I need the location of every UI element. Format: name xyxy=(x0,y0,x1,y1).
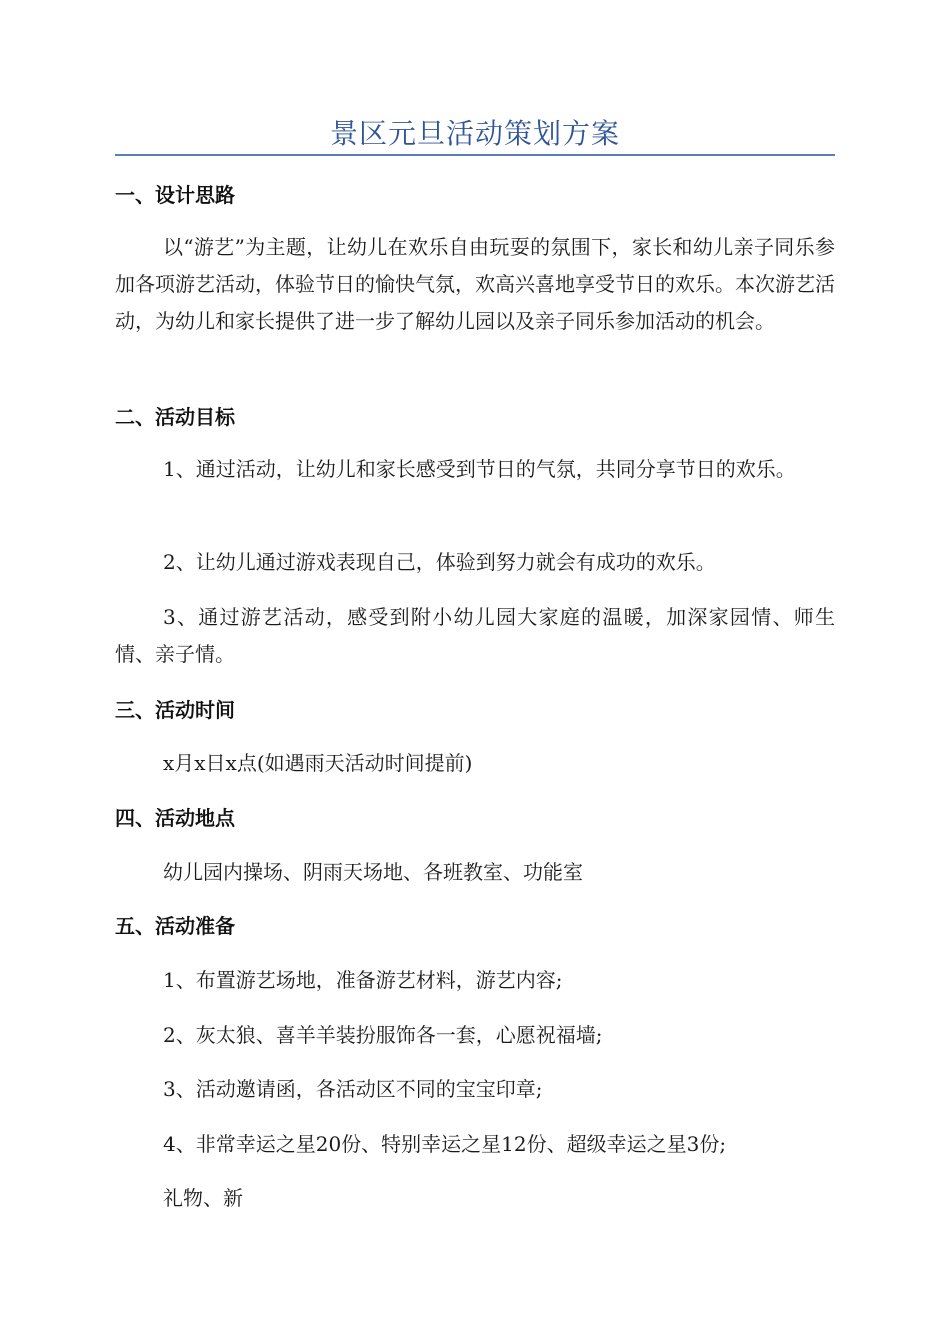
paragraph-location: 幼儿园内操场、阴雨天场地、各班教室、功能室 xyxy=(163,860,583,884)
paragraph-design-idea: 以“游艺”为主题，让幼儿在欢乐自由玩耍的氛围下，家长和幼儿亲子同乐参加各项游艺活动，体验节日的愉快气氛，欢高兴喜地享受节日的欢乐。本次游艺活动，为幼儿和家长提供了进一步了解幼儿园以及亲子同乐参加活动的机会。 xyxy=(115,235,835,333)
section-heading-goals: 二、活动目标 xyxy=(115,405,235,429)
paragraph-prep-1: 1、布置游艺场地，准备游艺材料，游艺内容; xyxy=(163,968,563,992)
document-title: 景区元旦活动策划方案 xyxy=(329,117,620,150)
paragraph-prep-5: 礼物、新 xyxy=(163,1186,243,1210)
paragraph-prep-2: 2、灰太狼、喜羊羊装扮服饰各一套，心愿祝福墙; xyxy=(163,1023,603,1047)
section-heading-design: 一、设计思路 xyxy=(115,183,235,207)
section-heading-preparation: 五、活动准备 xyxy=(115,914,235,938)
paragraph-prep-4: 4、非常幸运之星20份、特别幸运之星12份、超级幸运之星3份; xyxy=(163,1132,727,1156)
paragraph-time: x月x日x点(如遇雨天活动时间提前) xyxy=(163,751,473,775)
paragraph-goal-1: 1、通过活动，让幼儿和家长感受到节日的气氛，共同分享节日的欢乐。 xyxy=(163,457,796,481)
paragraph-goal-2: 2、让幼儿通过游戏表现自己，体验到努力就会有成功的欢乐。 xyxy=(163,550,716,574)
section-heading-time: 三、活动时间 xyxy=(115,698,235,722)
section-heading-location: 四、活动地点 xyxy=(115,806,235,830)
title-underline xyxy=(115,154,835,156)
paragraph-goal-3: 3、通过游艺活动，感受到附小幼儿园大家庭的温暖，加深家园情、师生情、亲子情。 xyxy=(115,605,835,666)
paragraph-prep-3: 3、活动邀请函，各活动区不同的宝宝印章; xyxy=(163,1077,543,1101)
